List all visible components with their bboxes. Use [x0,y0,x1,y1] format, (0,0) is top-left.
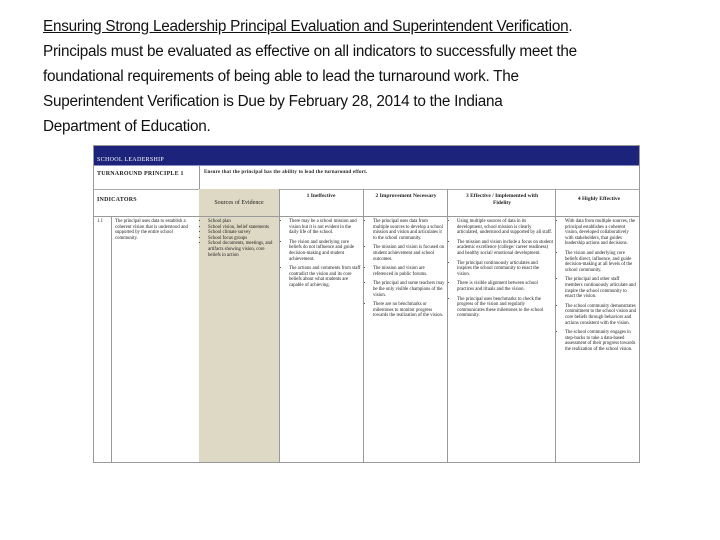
divider [111,216,112,462]
divider [94,216,639,217]
descriptor-item: • The principal uses data from multiple sources to develop a school mission and vision and articulates it to the school community. [373,219,445,241]
intro-line: Department of Education. [43,118,211,135]
principle-label: TURNAROUND PRINCIPLE 1 [97,171,184,177]
descriptor-item: • There are no benchmarks or milestones to monitor progress towards the realization of the vision. [373,302,445,319]
descriptor-item: • The actions and comments from staff contradict the vision and its core beliefs about what students are capable of achieving. [289,266,361,288]
intro-title: Ensuring Strong Leadership Principal Evaluation and Superintendent Verification [43,18,569,35]
descriptor-item: • The mission and vision include a focus on student academic excellence (college/ career readiness) and healthy social/ emotional development. [457,240,553,257]
highly-effective-cell [557,219,637,356]
descriptor-item: • There is visible alignment between school practices and rituals and the vision. [457,281,553,292]
descriptor-item: • The mission and vision is focused on student achievement and school outcomes. [373,245,445,262]
source-item: • School plan [208,219,276,225]
improvement-cell [365,219,445,323]
ineffective-cell [281,219,361,293]
descriptor-item: • The vision and underlying core beliefs direct, influence, and guide decision-making at all levels of the school community. [565,251,637,273]
descriptor-item: • The school community demonstrates commitment to the school vision and core beliefs through behaviors and actions consistent with the vision. [565,304,637,326]
col-header-4: 4 Highly Effective [577,196,621,202]
indicators-label: INDICATORS [97,197,137,203]
descriptor-item: • There may be a school mission and vision but it is not evident in the daily life of the school. [289,219,361,236]
rubric-table-image [93,145,640,463]
intro-line: foundational requirements of being able to lead the turnaround work. The [43,68,519,85]
divider [447,189,448,462]
descriptor-item: • The vision and underlying core beliefs do not influence and guide decision-making and student achievement. [289,240,361,262]
descriptor-item: • The principal and some teachers may be the only visible champions of the vision. [373,281,445,298]
col-header-1: 1 Ineffective [306,193,336,199]
descriptor-item: • With data from multiple sources, the principal establishes a coherent vision, developed collaboratively with stakeholders, that guides leadership actions and decisions. [565,219,637,247]
source-item: • School climate survey [208,230,276,236]
intro-line: Superintendent Verification is Due by February 28, 2014 to the Indiana [43,93,503,110]
col-header-3: 3 Effective / Implemented with Fidelity [465,193,539,206]
source-item: • School focus groups [208,236,276,242]
descriptor-item: • Using multiple sources of data in its development, school mission is clearly articulated, understood and supported by all staff. [457,219,553,236]
source-item: • School documents, meetings, and artifacts showing vision, core beliefs in action [208,241,276,258]
principle-row [94,166,639,190]
divider [363,189,364,462]
source-item: • School vision, belief statements [208,225,276,231]
intro-title-period: . [568,18,573,35]
divider [199,166,200,189]
divider [279,189,280,462]
descriptor-item: • The principal continuously articulates and inspires the school community to enact the vision. [457,261,553,278]
descriptor-item: • The school community engages in step-backs to take a data-based assessment of their progress towards the realization of the school vision. [565,330,637,352]
section-title: SCHOOL LEADERSHIP [97,157,165,163]
col-header-2: 2 Improvement Necessary [375,193,437,199]
descriptor-item: • The principal uses benchmarks to check the progress of the vision and regularly communicates these milestones to the school community. [457,297,553,319]
descriptor-item: • The principal and other staff members continuously articulate and inspire the school community to enact the vision. [565,277,637,299]
indicator-text: The principal uses data to establish a coherent vision that is understood and supported by the entire school community. [115,219,188,241]
descriptor-item: • The mission and vision are referenced in public forums. [373,266,445,277]
effective-cell [449,219,553,323]
principle-text: Ensure that the principal has the ability to lead the turnaround effort. [204,170,368,175]
section-header-bar [94,146,639,166]
col-header-sources: Sources of Evidence [214,200,264,206]
sources-cell [200,219,276,258]
divider [555,189,556,462]
intro-line: Principals must be evaluated as effective on all indicators to successfully meet the [43,43,577,60]
indicator-number: 1.1 [97,219,103,224]
intro-paragraph [43,14,577,139]
